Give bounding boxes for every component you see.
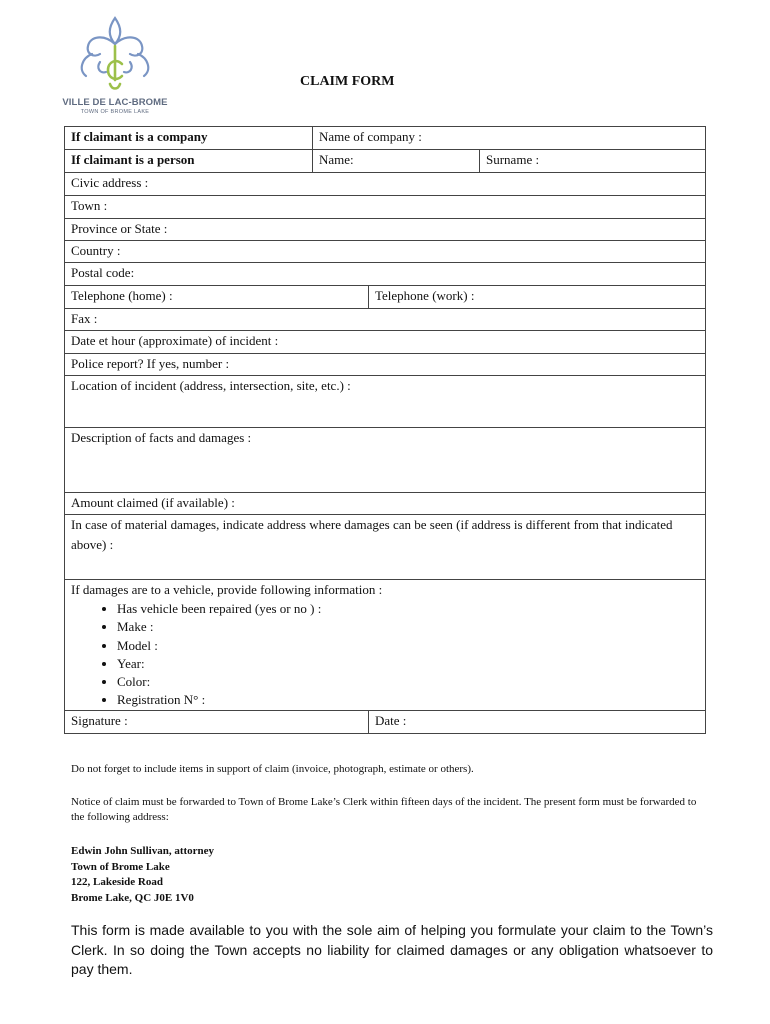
claim-form-table	[64, 126, 706, 734]
surname-field[interactable]: Surname :	[480, 150, 706, 173]
address-line-city: Brome Lake, QC J0E 1V0	[71, 891, 194, 904]
address-line-attorney: Edwin John Sullivan, attorney	[71, 845, 215, 857]
date-field[interactable]: Date :	[369, 710, 706, 733]
address-line-street: 122, Lakeside Road	[71, 876, 163, 888]
town-logo	[58, 14, 170, 118]
address-line-town: Town of Brome Lake	[71, 860, 170, 873]
vehicle-registration-field[interactable]: • Registration N° :	[117, 691, 705, 709]
vehicle-color-field[interactable]: • Color:	[117, 673, 705, 691]
vehicle-model-field[interactable]: • Model :	[117, 637, 705, 655]
company-claimant-label: If claimant is a company	[65, 127, 313, 150]
postal-code-field[interactable]: Postal code:	[65, 263, 706, 286]
town-field[interactable]: Town :	[65, 196, 706, 219]
mailing-address	[71, 844, 214, 906]
vehicle-make-field[interactable]: • Make :	[117, 618, 705, 636]
vehicle-intro: If damages are to a vehicle, provide following information :	[71, 582, 383, 597]
signature-field[interactable]: Signature :	[65, 710, 369, 733]
vehicle-information-section	[65, 580, 706, 711]
fleur-de-lis-logo-icon	[70, 14, 160, 94]
page-title: CLAIM FORM	[300, 74, 395, 89]
incident-date-field[interactable]: Date et hour (approximate) of incident :	[65, 331, 706, 354]
damages-description-field[interactable]: Description of facts and damages :	[65, 428, 706, 493]
notice-of-claim-text: Notice of claim must be forwarded to Town of Brome Lake’s Clerk within fifteen days of the incident. The present form must be forwarded to the following address:	[71, 796, 697, 823]
name-field[interactable]: Name:	[313, 150, 480, 173]
logo-town-subtitle: TOWN OF BROME LAKE	[80, 109, 150, 115]
incident-location-field[interactable]: Location of incident (address, intersection, site, etc.) :	[65, 376, 706, 428]
vehicle-item-list	[71, 600, 705, 710]
company-name-field[interactable]: Name of company :	[313, 127, 706, 150]
fax-field[interactable]: Fax :	[65, 309, 706, 331]
vehicle-year-field[interactable]: • Year:	[117, 655, 705, 673]
material-damages-address-field[interactable]: In case of material damages, indicate address where damages can be seen (if address is different from that indicated above) :	[65, 515, 706, 580]
province-field[interactable]: Province or State :	[65, 219, 706, 241]
logo-town-name: VILLE DE LAC-BROME	[62, 97, 168, 108]
country-field[interactable]: Country :	[65, 241, 706, 263]
police-report-field[interactable]: Police report? If yes, number :	[65, 354, 706, 376]
liability-disclaimer: This form is made available to you with the sole aim of helping you formulate your claim to the Town’s Clerk. In so doing the Town accepts no liability for claimed damages or any obligation whatsoever to pay them.	[71, 922, 713, 977]
person-claimant-label: If claimant is a person	[65, 150, 313, 173]
vehicle-repaired-field[interactable]: • Has vehicle been repaired (yes or no ) :	[117, 600, 705, 618]
amount-claimed-field[interactable]: Amount claimed (if available) :	[65, 493, 706, 515]
telephone-work-field[interactable]: Telephone (work) :	[369, 286, 706, 309]
supporting-items-note: Do not forget to include items in support of claim (invoice, photograph, estimate or others).	[71, 763, 474, 775]
civic-address-field[interactable]: Civic address :	[65, 173, 706, 196]
telephone-home-field[interactable]: Telephone (home) :	[65, 286, 369, 309]
